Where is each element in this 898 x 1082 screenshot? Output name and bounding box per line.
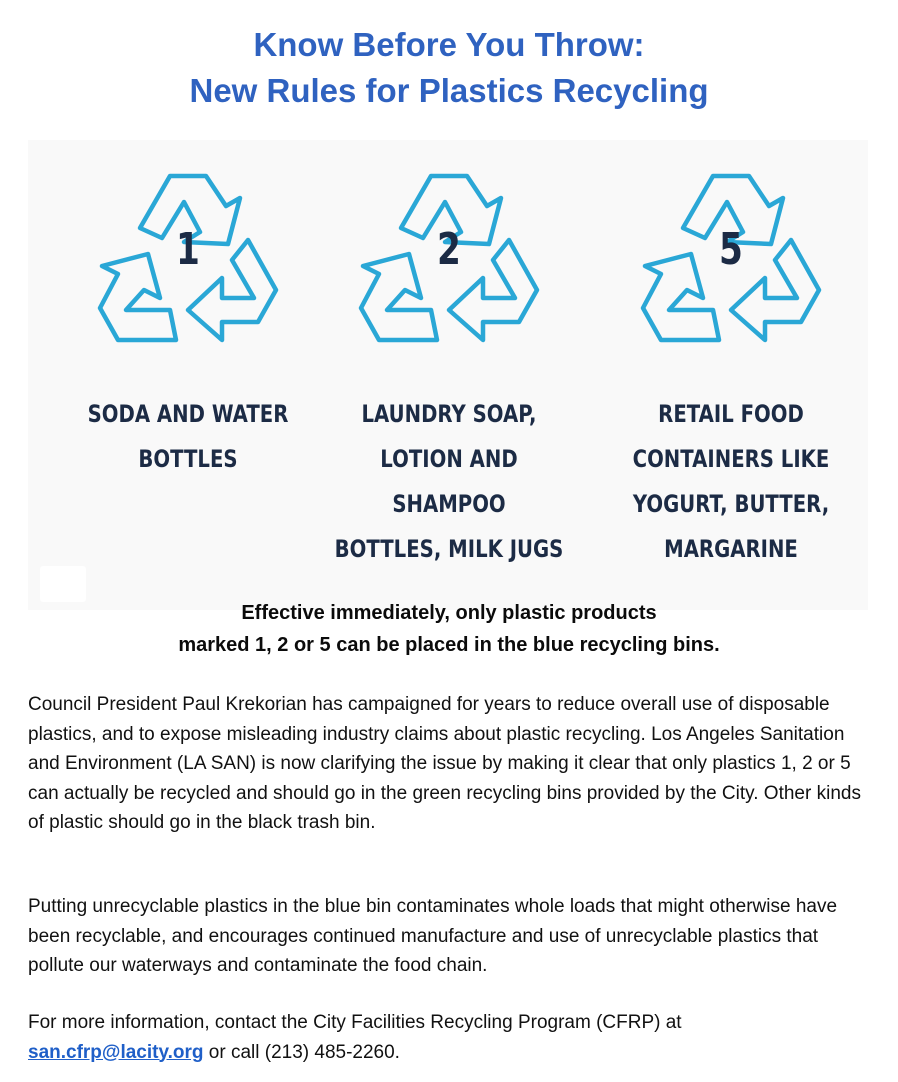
paragraph-contamination: Putting unrecyclable plastics in the blue bin contaminates whole loads that might otherwise have been recyclable, and encourages continued manufacture and use of unrecyclable plastics that pollute our waterways and contaminate the food chain. [28,896,838,976]
label-line: LAUNDRY SOAP, [361,400,537,428]
title-line-2: New Rules for Plastics Recycling [189,72,709,109]
label-line: BOTTLES [138,445,238,473]
label-line: SODA AND WATER [87,400,289,428]
recycling-codes-graphic [28,140,868,610]
plastic-code-label [608,392,854,572]
label-line: YOGURT, BUTTER, [632,490,830,518]
page-title [0,22,898,114]
email-link[interactable]: san.cfrp@lacity.org [28,1041,204,1063]
paragraph-contact [28,1008,873,1067]
contact-text: For more information, contact the City Facilities Recycling Program (CFRP) at [28,1012,682,1033]
plastic-code-number: 2 [437,224,461,275]
paragraph-campaign: Council President Paul Krekorian has campaigned for years to reduce overall use of disposable plastics, and to expose misleading industry claims about plastic recycling. Los Angeles Sanitation and Environment (LA SAN) is now clarifying the issue by making it clear that only plastics 1, 2 or 5 can actually be recycled and should go in the green recycling bins provided by the City. Other kinds of plastic should go in the black trash bin. [28,694,861,833]
plastic-code-label [326,392,572,572]
contact-phone-text: or call (213) 485-2260. [203,1041,400,1063]
label-line: MARGARINE [664,535,798,563]
plastic-code-number: 1 [176,224,200,275]
label-line: CONTAINERS LIKE [632,445,830,473]
label-line: RETAIL FOOD [658,400,804,428]
effective-line-2: marked 1, 2 or 5 can be placed in the blue recycling bins. [178,634,720,656]
label-line: BOTTLES, MILK JUGS [334,535,564,563]
effective-notice [0,597,898,661]
plastic-code-label [65,392,311,482]
effective-line-1: Effective immediately, only plastic products [241,602,657,624]
plastic-code-number: 5 [719,224,743,275]
title-line-1: Know Before You Throw: [253,26,645,63]
label-line: LOTION AND SHAMPOO [380,445,518,518]
